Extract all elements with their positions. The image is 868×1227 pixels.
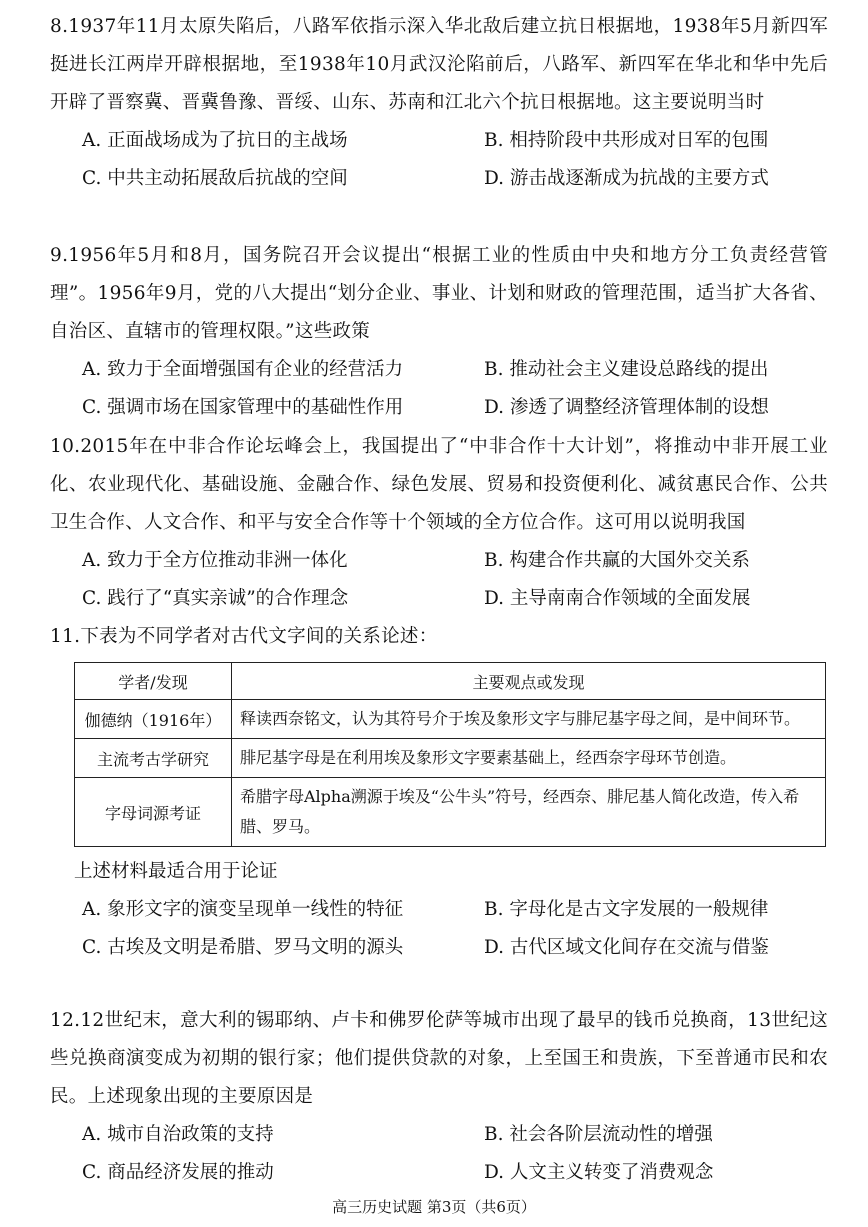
- material-table: [74, 662, 826, 847]
- option-a[interactable]: A. 象形文字的演变呈现单一线性的特征: [82, 899, 404, 920]
- option-d[interactable]: D. 人文主义转变了消费观念: [484, 1162, 714, 1183]
- option-d[interactable]: D. 渗透了调整经济管理体制的设想: [484, 397, 769, 418]
- table-header-cell: 主要观点或发现: [232, 663, 826, 700]
- question-9: [50, 237, 828, 427]
- option-c[interactable]: C. 中共主动拓展敌后抗战的空间: [82, 168, 348, 189]
- question-number: 9.: [50, 245, 69, 266]
- option-list: [50, 891, 828, 967]
- option-list: [50, 1116, 828, 1192]
- question-text: 12世纪末，意大利的锡耶纳、卢卡和佛罗伦萨等城市出现了最早的钱币兑换商，13世纪这些兑换商演变成为初期的银行家；他们提供贷款的对象，上至国王和贵族，下至普通市民和农民。上述现象出现的主要原因是: [50, 1010, 828, 1107]
- option-list: [50, 542, 828, 618]
- table-header-cell: 学者/发现: [75, 663, 232, 700]
- option-b[interactable]: B. 字母化是古文字发展的一般规律: [484, 899, 769, 920]
- question-text: 1937年11月太原失陷后，八路军依指示深入华北敌后建立抗日根据地，1938年5月新四军挺进长江两岸开辟根据地，至1938年10月武汉沦陷前后，八路军、新四军在华北和华中先后开辟了晋察冀、晋冀鲁豫、晋绥、山东、苏南和江北六个抗日根据地。这主要说明当时: [50, 16, 828, 113]
- page-footer: 高三历史试题 第3页（共6页）: [332, 1198, 536, 1216]
- question-number: 10.: [50, 436, 81, 457]
- table-row: [75, 778, 826, 847]
- option-c[interactable]: C. 强调市场在国家管理中的基础性作用: [82, 397, 404, 418]
- question-stem: [50, 428, 828, 542]
- question-number: 11.: [50, 626, 81, 647]
- option-a[interactable]: A. 城市自治政策的支持: [82, 1124, 274, 1145]
- option-d[interactable]: D. 游击战逐渐成为抗战的主要方式: [484, 168, 769, 189]
- question-text: 下表为不同学者对古代文字间的关系论述：: [80, 626, 438, 647]
- option-d[interactable]: D. 主导南南合作领域的全面发展: [484, 588, 751, 609]
- option-b[interactable]: B. 相持阶段中共形成对日军的包围: [484, 130, 769, 151]
- table-cell-view: 希腊字母Alpha溯源于埃及“公牛头”符号，经西奈、腓尼基人简化改造，传入希腊、罗马。: [232, 778, 826, 847]
- question-lead: 上述材料最适合用于论证: [74, 861, 278, 882]
- table-cell-scholar: 字母词源考证: [75, 778, 232, 847]
- question-12: [50, 1002, 828, 1192]
- option-a[interactable]: A. 致力于全面增强国有企业的经营活力: [82, 359, 404, 380]
- option-list: [50, 351, 828, 427]
- question-number: 8.: [50, 16, 69, 37]
- question-8: [50, 8, 828, 198]
- question-text: 1956年5月和8月，国务院召开会议提出“根据工业的性质由中央和地方分工负责经营管理”。1956年9月，党的八大提出“划分企业、事业、计划和财政的管理范围，适当扩大各省、自治区、直辖市的管理权限。”这些政策: [50, 245, 828, 342]
- option-c[interactable]: C. 践行了“真实亲诚”的合作理念: [82, 588, 349, 609]
- option-b[interactable]: B. 构建合作共赢的大国外交关系: [484, 550, 750, 571]
- option-c[interactable]: C. 商品经济发展的推动: [82, 1162, 274, 1183]
- table-header-row: [75, 663, 826, 700]
- question-stem: [50, 618, 828, 656]
- question-10: [50, 428, 828, 618]
- option-c[interactable]: C. 古埃及文明是希腊、罗马文明的源头: [82, 937, 404, 958]
- question-stem: [50, 8, 828, 122]
- option-b[interactable]: B. 社会各阶层流动性的增强: [484, 1124, 713, 1145]
- table-cell-view: 释读西奈铭文，认为其符号介于埃及象形文字与腓尼基字母之间，是中间环节。: [232, 700, 826, 739]
- question-text: 2015年在中非合作论坛峰会上，我国提出了“中非合作十大计划”，将推动中非开展工业化、农业现代化、基础设施、金融合作、绿色发展、贸易和投资便利化、减贫惠民合作、公共卫生合作、人文合作、和平与安全合作等十个领域的全方位合作。这可用以说明我国: [50, 436, 828, 533]
- question-11: [50, 618, 828, 967]
- table-cell-scholar: 主流考古学研究: [75, 739, 232, 778]
- question-number: 12.: [50, 1010, 81, 1031]
- option-list: [50, 122, 828, 198]
- question-stem: [50, 237, 828, 351]
- table-row: [75, 700, 826, 739]
- option-a[interactable]: A. 致力于全方位推动非洲一体化: [82, 550, 348, 571]
- table-cell-scholar: 伽德纳（1916年）: [75, 700, 232, 739]
- option-a[interactable]: A. 正面战场成为了抗日的主战场: [82, 130, 348, 151]
- question-stem: [50, 1002, 828, 1116]
- table-cell-view: 腓尼基字母是在利用埃及象形文字要素基础上，经西奈字母环节创造。: [232, 739, 826, 778]
- option-d[interactable]: D. 古代区域文化间存在交流与借鉴: [484, 937, 769, 958]
- option-b[interactable]: B. 推动社会主义建设总路线的提出: [484, 359, 769, 380]
- table-row: [75, 739, 826, 778]
